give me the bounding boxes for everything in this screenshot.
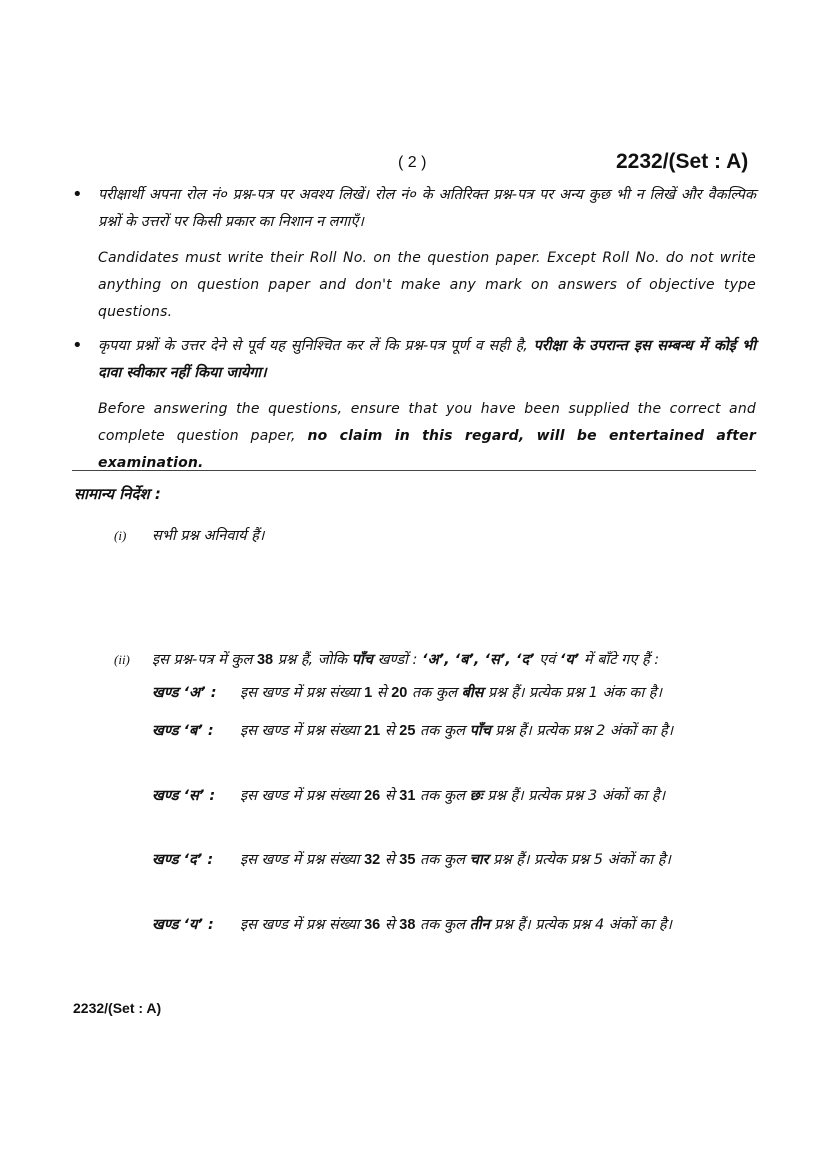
section-text xyxy=(240,783,756,810)
bold-text: पाँच xyxy=(351,652,373,668)
text: इस खण्ड में प्रश्न संख्या xyxy=(240,723,365,739)
bold-text: तीन xyxy=(469,917,490,933)
bold-text: 32 xyxy=(364,852,381,868)
bold-text: 38 xyxy=(256,652,274,668)
text: से xyxy=(380,917,400,933)
bold-text: छः xyxy=(469,788,483,804)
bold-text: 20 xyxy=(391,685,408,701)
bold-text: 38 xyxy=(399,917,416,933)
text: प्रश्न हैं। प्रत्येक प्रश्न 2 अंकों का है। xyxy=(490,723,674,739)
text: से xyxy=(380,852,400,868)
text: प्रश्न हैं। प्रत्येक प्रश्न 5 अंकों का है। xyxy=(488,852,671,868)
bold-text: 26 xyxy=(364,788,381,804)
text: में बाँटे गए हैं : xyxy=(579,652,660,668)
text: तक कुल xyxy=(407,685,462,701)
section-text xyxy=(240,680,756,707)
section-c xyxy=(152,783,756,810)
text: सभी प्रश्न अनिवार्य हैं। xyxy=(152,528,265,544)
text: खण्डों : xyxy=(372,652,422,668)
bold-text: बीस xyxy=(461,685,484,701)
section-label: खण्ड ‘स’ : xyxy=(152,788,216,804)
text: से xyxy=(372,685,392,701)
section-label: खण्ड ‘अ’ : xyxy=(152,685,217,701)
bold-text: 31 xyxy=(399,788,416,804)
footer-paper-code: 2232/(Set : A) xyxy=(73,1000,162,1016)
bold-text: चार xyxy=(469,852,489,868)
bold-text: 36 xyxy=(364,917,381,933)
text: से xyxy=(380,723,400,739)
bold-text: no claim in this regard, will be entertained after examination. xyxy=(98,428,756,471)
text: एवं xyxy=(534,652,560,668)
section-a xyxy=(152,680,756,707)
bold-text: ‘य’ xyxy=(559,652,580,668)
section-label: खण्ड ‘द’ : xyxy=(152,852,214,868)
bullet-icon: • xyxy=(72,335,83,356)
section-b xyxy=(152,718,756,745)
instruction-2-english xyxy=(98,396,756,477)
instruction-1-english xyxy=(98,245,756,326)
item-text xyxy=(152,649,756,669)
text: तक कुल xyxy=(415,788,470,804)
item-number: (ii) xyxy=(114,652,130,667)
text: इस खण्ड में प्रश्न संख्या xyxy=(240,917,365,933)
bold-text: परीक्षा के उपरान्त इस सम्बन्ध में कोई भी दावा स्वीकार नहीं किया जायेगा। xyxy=(98,338,756,381)
section-text xyxy=(240,912,756,939)
bold-text: 1 xyxy=(364,685,373,701)
text: इस खण्ड में प्रश्न संख्या xyxy=(240,788,365,804)
text: तक कुल xyxy=(415,723,470,739)
text: प्रश्न हैं। प्रत्येक प्रश्न 4 अंकों का है। xyxy=(489,917,673,933)
text: कृपया प्रश्नों के उत्तर देने से पूर्व यह सुनिश्चित कर लें कि प्रश्न-पत्र पूर्ण व सही है, xyxy=(98,338,534,354)
section-label: खण्ड ‘ब’ : xyxy=(152,723,214,739)
item-number: (i) xyxy=(114,528,127,543)
text: Candidates must write their Roll No. on the question paper. Except Roll No. do not write anything on question paper and don't make any mark on answers of objective type questions. xyxy=(98,250,756,320)
text: तक कुल xyxy=(415,852,470,868)
divider xyxy=(72,470,756,471)
instruction-2-hindi xyxy=(98,333,756,387)
paper-code: 2232/(Set : A) xyxy=(616,150,749,173)
text: प्रश्न हैं। प्रत्येक प्रश्न 3 अंकों का है। xyxy=(482,788,666,804)
section-e xyxy=(152,912,756,939)
section-label: खण्ड ‘य’ : xyxy=(152,917,214,933)
bold-text: 21 xyxy=(364,723,381,739)
text: इस खण्ड में प्रश्न संख्या xyxy=(240,852,365,868)
text: प्रश्न हैं। प्रत्येक प्रश्न 1 अंक का है। xyxy=(483,685,663,701)
text: से xyxy=(380,788,400,804)
item-text xyxy=(152,525,264,545)
text: परीक्षार्थी अपना रोल नं० प्रश्न-पत्र पर अवश्य लिखें। रोल नं० के अतिरिक्त प्रश्न-पत्र पर अन्य कुछ भी न लिखें और वैकल्पिक प्रश्नों के उत्तरों पर किसी प्रकार का निशान न लगाएँ। xyxy=(98,187,756,230)
bold-text: पाँच xyxy=(469,723,491,739)
text: इस प्रश्न-पत्र में कुल xyxy=(152,652,257,668)
general-instructions-heading: सामान्य निर्देश : xyxy=(74,485,161,503)
text: प्रश्न हैं, जोकि xyxy=(273,652,352,668)
bold-text: ‘अ’, ‘ब’, ‘स’, ‘द’ xyxy=(421,652,535,668)
text: तक कुल xyxy=(415,917,470,933)
page-number: ( 2 ) xyxy=(398,154,427,171)
section-text xyxy=(240,847,756,874)
text: इस खण्ड में प्रश्न संख्या xyxy=(240,685,365,701)
instruction-1-hindi xyxy=(98,182,756,236)
bold-text: 25 xyxy=(399,723,416,739)
bullet-icon: • xyxy=(72,184,83,205)
section-text xyxy=(240,718,756,745)
bold-text: 35 xyxy=(399,852,416,868)
section-d xyxy=(152,847,756,874)
text: Before answering the questions, ensure that you have been supplied the correct and complete question paper, xyxy=(98,401,756,444)
